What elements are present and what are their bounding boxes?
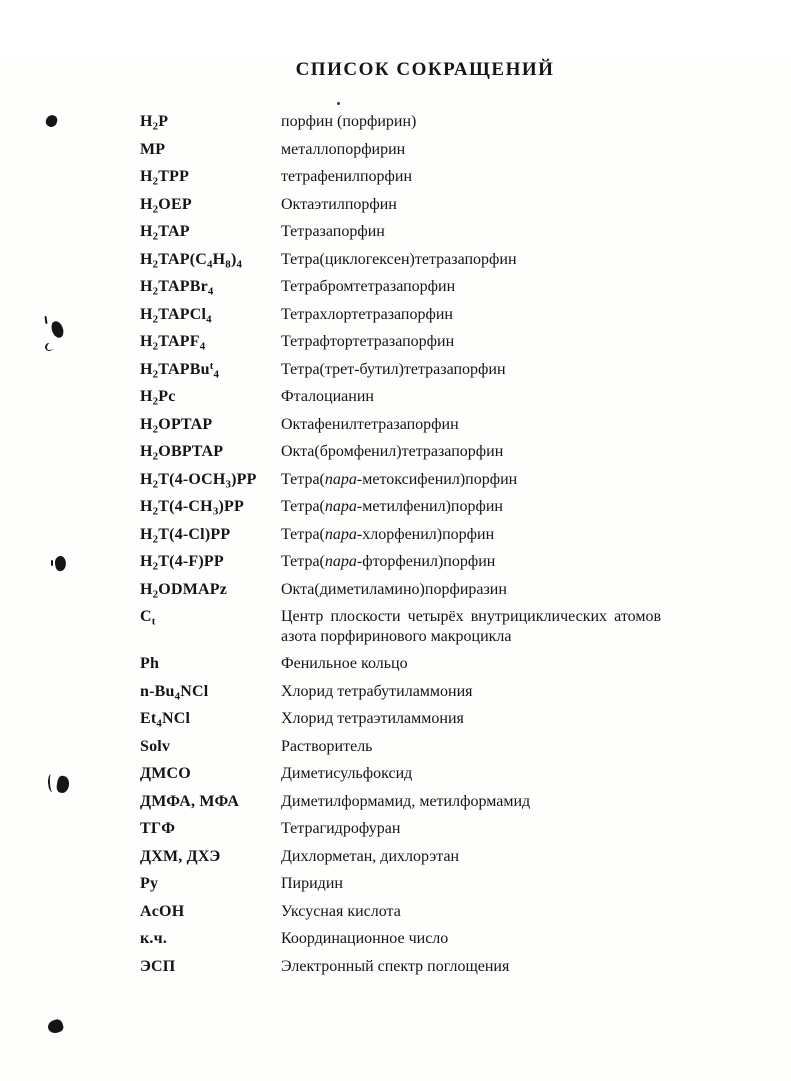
table-row <box>140 525 710 545</box>
definition-cell: Дихлорметан, дихлорэтан <box>281 847 460 865</box>
abbreviation-cell: $C_t$ <box>140 608 156 628</box>
abbreviation-cell: Ph <box>140 655 160 672</box>
table-row <box>140 332 710 352</box>
abbreviation-cell: $H_2T(4-F)PP$ <box>140 553 224 573</box>
definition-cell: Хлорид тетраэтиламмония <box>281 710 464 727</box>
table-row <box>140 580 710 600</box>
table-row <box>140 682 710 702</box>
abbreviation-cell: ДМСО <box>140 765 191 782</box>
definition-cell: Тетразапорфин <box>281 223 385 240</box>
table-row <box>140 929 710 949</box>
table-row <box>140 874 710 894</box>
ink-blot <box>50 320 65 339</box>
definition-cell: Тетра(трет-бутил)тетразапорфин <box>281 360 506 378</box>
table-row <box>140 654 710 674</box>
table-row <box>140 112 710 132</box>
definition-cell: тетрафенилпорфин <box>281 168 413 185</box>
definition-cell: Окта(бромфенил)тетразапорфин <box>281 443 504 460</box>
definition-cell: Фталоцианин <box>281 388 374 405</box>
definition-cell: Диметилформамид, метилформамид <box>281 792 531 810</box>
definition-cell: Октафенилтетразапорфин <box>281 415 459 433</box>
abbreviation-cell: Py <box>140 875 159 892</box>
table-row <box>140 195 710 215</box>
definition-cell: Уксусная кислота <box>281 902 401 920</box>
table-row <box>140 250 710 270</box>
definition-cell: порфин (порфирин) <box>281 113 417 130</box>
definition-cell: Тетра(пара-хлорфенил)порфин <box>281 525 495 543</box>
table-row <box>140 360 710 380</box>
table-row <box>140 957 710 977</box>
document-page <box>0 58 791 1081</box>
speck-artifact <box>337 102 340 105</box>
abbreviation-table <box>140 112 710 976</box>
abbreviation-cell: $H_2T(4-CH_3)PP$ <box>140 498 244 518</box>
definition-cell: Тетра(пара-метилфенил)порфин <box>281 498 503 515</box>
page-title: СПИСОК СОКРАЩЕНИЙ <box>295 59 555 80</box>
definition-cell: Растворитель <box>281 737 373 755</box>
table-row <box>140 552 710 572</box>
abbreviation-cell: Solv <box>140 737 171 755</box>
table-row <box>140 792 710 812</box>
table-row <box>140 167 710 187</box>
definition-cell: Диметисульфоксид <box>281 765 413 782</box>
table-row <box>140 470 710 490</box>
definition-cell: металлопорфирин <box>281 140 406 158</box>
table-row <box>140 902 710 922</box>
abbreviation-cell: MP <box>140 140 166 158</box>
table-row <box>140 305 710 325</box>
abbreviation-cell: $H_2TAP(C_4H_8)_4$ <box>140 250 243 270</box>
abbreviation-cell: $H_2OEP$ <box>140 195 192 215</box>
abbreviation-cell: $n-Bu_4NCl$ <box>140 682 209 702</box>
abbreviation-cell: $H_2OPTAP$ <box>140 415 213 435</box>
table-row <box>140 415 710 435</box>
ink-blot <box>54 555 67 572</box>
definition-cell: Пиридин <box>281 875 343 892</box>
ink-blot <box>44 316 47 324</box>
abbreviation-cell: $H_2TAP$ <box>140 223 190 243</box>
definition-cell: Центр плоскости четырёх внутрициклических атомов азота порфиринового макроцикла <box>281 608 661 645</box>
abbreviation-cell: к.ч. <box>140 930 168 947</box>
table-row <box>140 387 710 407</box>
abbreviation-cell: $H_2TAPF_4$ <box>140 333 206 353</box>
abbreviation-cell: $Et_4NCl$ <box>140 710 191 730</box>
abbreviation-cell: ТГФ <box>140 820 176 837</box>
abbreviation-cell: $H_2TAPCl_4$ <box>140 305 212 325</box>
abbreviation-cell: $H_2TAPBr_4$ <box>140 278 214 298</box>
table-row <box>140 442 710 462</box>
definition-cell: Окта(диметиламино)порфиразин <box>281 580 507 598</box>
definition-cell: Хлорид тетрабутиламмония <box>281 682 473 700</box>
table-row <box>140 737 710 757</box>
table-row <box>140 819 710 839</box>
definition-cell: Октаэтилпорфин <box>281 195 397 213</box>
abbreviation-cell: ДХМ, ДХЭ <box>140 847 221 865</box>
definition-cell: Тетрабромтетразапорфин <box>281 278 456 295</box>
definition-cell: Координационное число <box>281 930 449 947</box>
ink-blot <box>51 560 53 566</box>
table-row <box>140 277 710 297</box>
definition-cell: Тетра(пара-метоксифенил)порфин <box>281 470 518 488</box>
table-row <box>140 847 710 867</box>
abbreviation-cell: $H_2TPP$ <box>140 168 190 188</box>
abbreviation-cell: $H_2TAPBu^t_4$ <box>140 359 220 380</box>
definition-cell: Тетрахлортетразапорфин <box>281 305 453 323</box>
abbreviation-cell: $H_2Pc$ <box>140 388 176 408</box>
table-row <box>140 607 710 646</box>
definition-cell: Тетрагидрофуран <box>281 820 401 837</box>
definition-cell: Тетра(пара-фторфенил)порфин <box>281 553 496 570</box>
abbreviation-cell: $H_2ODMAPz$ <box>140 580 228 600</box>
abbreviation-cell: AcOH <box>140 902 185 920</box>
abbreviation-cell: $H_2T(4-OCH_3)PP$ <box>140 470 257 490</box>
definition-cell: Электронный спектр поглощения <box>281 957 510 975</box>
abbreviation-cell: ДМФА, МФА <box>140 792 240 810</box>
abbreviation-cell: $H_2T(4-Cl)PP$ <box>140 525 231 545</box>
table-row <box>140 764 710 784</box>
table-row <box>140 140 710 160</box>
ink-blot <box>44 114 58 129</box>
table-row <box>140 222 710 242</box>
abbreviation-cell: ЭСП <box>140 957 176 975</box>
abbreviation-cell: $H_2OBPTAP$ <box>140 443 224 463</box>
table-row <box>140 709 710 729</box>
ink-blot <box>44 342 53 351</box>
ink-blot <box>46 1018 65 1035</box>
definition-cell: Тетрафтортетразапорфин <box>281 333 455 350</box>
table-row <box>140 497 710 517</box>
ink-blot <box>56 775 71 794</box>
abbreviation-cell: $H_2P$ <box>140 113 169 133</box>
definition-cell: Тетра(циклогексен)тетразапорфин <box>281 250 517 268</box>
definition-cell: Фенильное кольцо <box>281 655 408 672</box>
